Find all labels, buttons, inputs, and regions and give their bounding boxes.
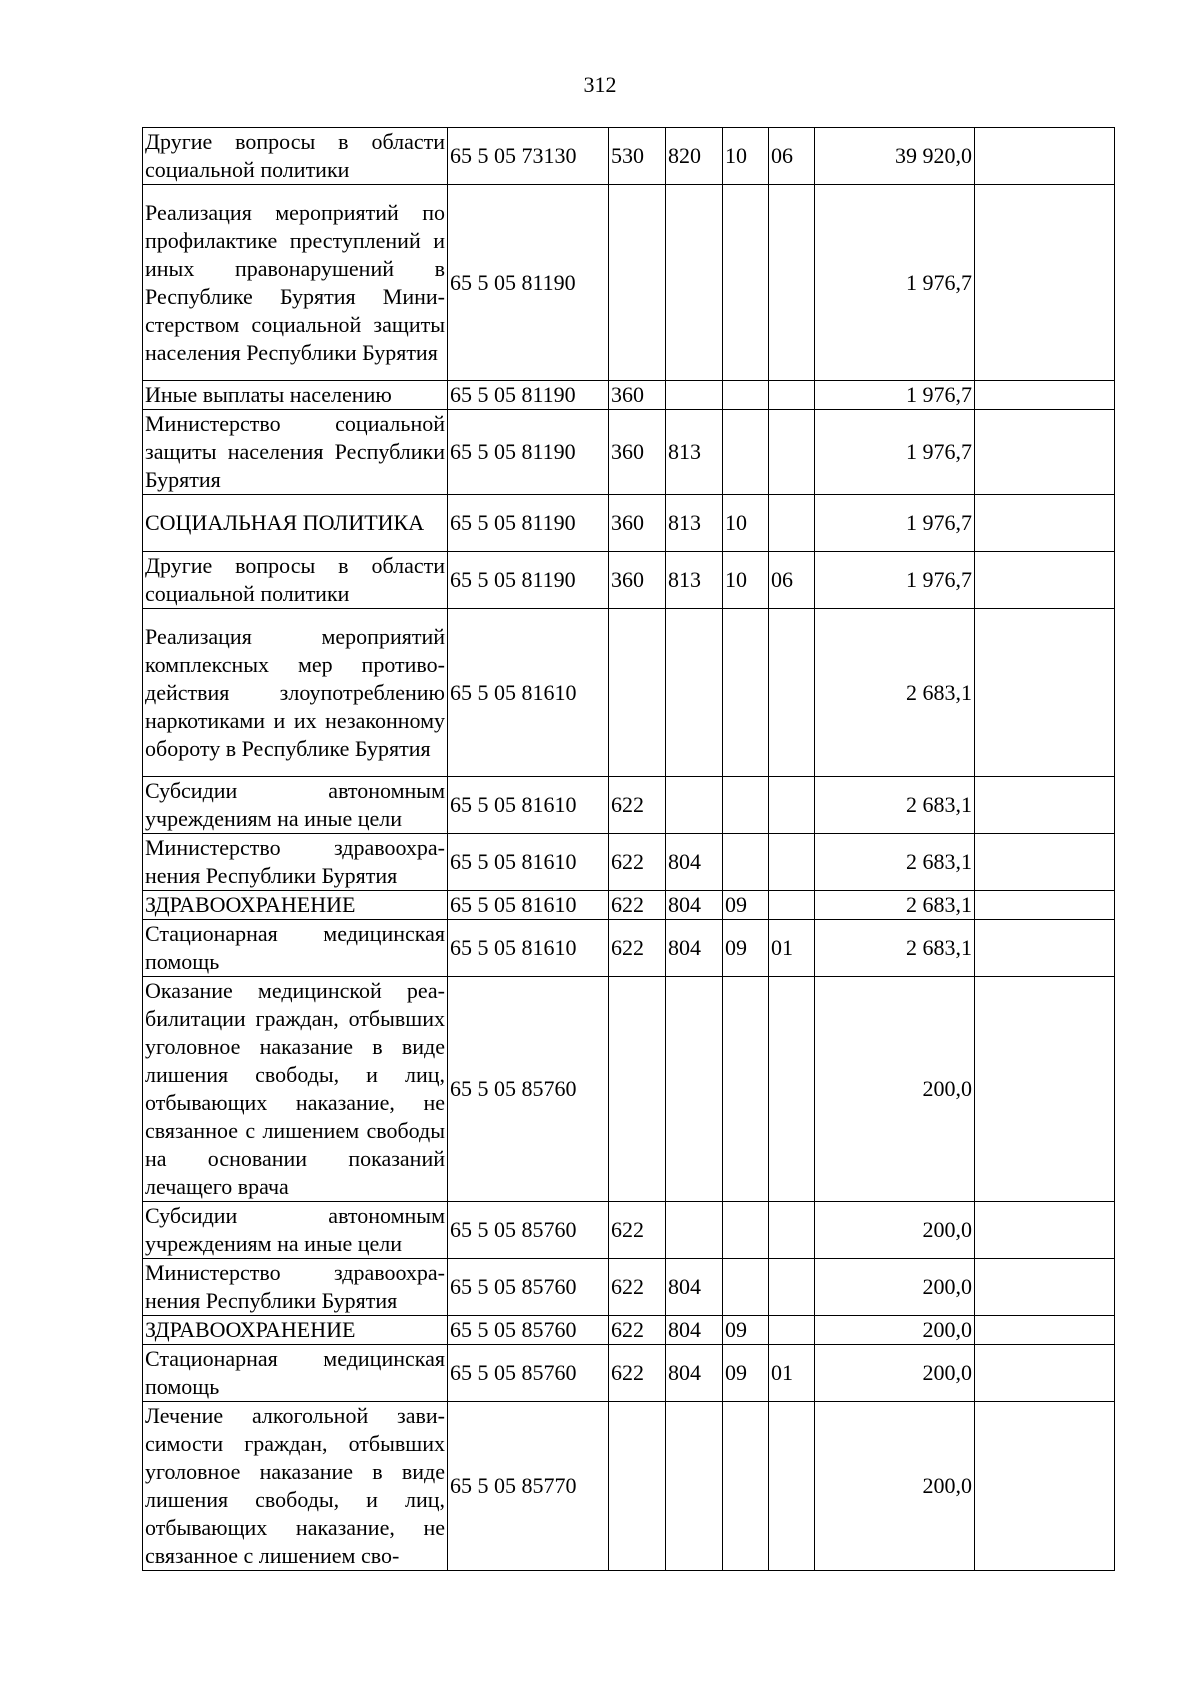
row-extra xyxy=(975,495,1115,552)
row-target-article: 65 5 05 85760 xyxy=(448,1259,609,1316)
row-section xyxy=(723,381,769,410)
row-target-article: 65 5 05 81190 xyxy=(448,495,609,552)
row-administrator: 804 xyxy=(666,1259,723,1316)
row-subsection xyxy=(769,977,815,1202)
row-section xyxy=(723,609,769,777)
row-administrator: 804 xyxy=(666,1345,723,1402)
table-row xyxy=(143,552,1115,609)
row-target-article: 65 5 05 81610 xyxy=(448,920,609,977)
row-sum: 1 976,7 xyxy=(815,410,975,495)
table-row xyxy=(143,1345,1115,1402)
row-target-article: 65 5 05 81610 xyxy=(448,609,609,777)
table-row xyxy=(143,1402,1115,1571)
row-section xyxy=(723,777,769,834)
row-sum: 200,0 xyxy=(815,1345,975,1402)
row-expense-type: 622 xyxy=(609,1202,666,1259)
row-name: Министерство здравоохранения Республики Бурятия xyxy=(143,1259,448,1316)
table-row xyxy=(143,185,1115,381)
table-row xyxy=(143,128,1115,185)
budget-table-body xyxy=(143,128,1115,1571)
page-number: 312 xyxy=(583,72,617,97)
row-name: Субсидии автономным учреждениям на иные цели xyxy=(143,1202,448,1259)
row-subsection xyxy=(769,1402,815,1571)
row-subsection xyxy=(769,381,815,410)
row-administrator xyxy=(666,777,723,834)
row-expense-type: 360 xyxy=(609,495,666,552)
row-sum: 1 976,7 xyxy=(815,185,975,381)
row-target-article: 65 5 05 81610 xyxy=(448,891,609,920)
row-expense-type xyxy=(609,1402,666,1571)
row-name: ЗДРАВООХРАНЕНИЕ xyxy=(143,1316,448,1345)
row-sum: 1 976,7 xyxy=(815,552,975,609)
row-administrator xyxy=(666,381,723,410)
row-sum: 2 683,1 xyxy=(815,891,975,920)
row-administrator: 820 xyxy=(666,128,723,185)
table-row xyxy=(143,891,1115,920)
row-extra xyxy=(975,381,1115,410)
row-name: Другие вопросы в области социальной политики xyxy=(143,128,448,185)
row-name: Другие вопросы в области социальной политики xyxy=(143,552,448,609)
row-sum: 2 683,1 xyxy=(815,834,975,891)
row-section: 09 xyxy=(723,891,769,920)
row-subsection: 01 xyxy=(769,920,815,977)
table-row xyxy=(143,495,1115,552)
row-name: Лечение алкогольной зависимости граждан, отбывших уголовное наказание в виде лишения свободы, и лиц, отбывающих наказание, не связанное с лишением сво- xyxy=(143,1402,448,1571)
row-target-article: 65 5 05 81190 xyxy=(448,410,609,495)
row-subsection: 01 xyxy=(769,1345,815,1402)
row-extra xyxy=(975,128,1115,185)
row-section xyxy=(723,410,769,495)
budget-table xyxy=(142,127,1115,1571)
row-extra xyxy=(975,1402,1115,1571)
row-name: Иные выплаты населению xyxy=(143,381,448,410)
row-expense-type: 622 xyxy=(609,1345,666,1402)
row-sum: 39 920,0 xyxy=(815,128,975,185)
row-name: СОЦИАЛЬНАЯ ПОЛИТИКА xyxy=(143,495,448,552)
row-section xyxy=(723,977,769,1202)
table-row xyxy=(143,977,1115,1202)
row-expense-type: 622 xyxy=(609,834,666,891)
row-subsection xyxy=(769,410,815,495)
row-expense-type xyxy=(609,977,666,1202)
table-row xyxy=(143,920,1115,977)
row-sum: 2 683,1 xyxy=(815,920,975,977)
row-expense-type: 360 xyxy=(609,552,666,609)
row-extra xyxy=(975,1345,1115,1402)
row-administrator xyxy=(666,185,723,381)
row-extra xyxy=(975,1259,1115,1316)
row-expense-type: 622 xyxy=(609,777,666,834)
row-section xyxy=(723,185,769,381)
row-target-article: 65 5 05 85760 xyxy=(448,1316,609,1345)
row-name: Реализация мероприятий по профилактике преступлений и иных правонарушений в Республике Бурятия Министерством социальной защиты населения Республики Бурятия xyxy=(143,185,448,381)
row-extra xyxy=(975,185,1115,381)
row-administrator: 804 xyxy=(666,920,723,977)
row-subsection xyxy=(769,609,815,777)
row-extra xyxy=(975,977,1115,1202)
row-section xyxy=(723,834,769,891)
row-administrator xyxy=(666,1402,723,1571)
row-section: 09 xyxy=(723,920,769,977)
table-row xyxy=(143,1316,1115,1345)
row-administrator: 804 xyxy=(666,834,723,891)
row-target-article: 65 5 05 81190 xyxy=(448,381,609,410)
row-subsection xyxy=(769,1316,815,1345)
row-name: Стационарная медицинская помощь xyxy=(143,920,448,977)
row-expense-type: 622 xyxy=(609,891,666,920)
row-name: Субсидии автономным учреждениям на иные цели xyxy=(143,777,448,834)
row-expense-type xyxy=(609,185,666,381)
row-name: Оказание медицинской реабилитации граждан, отбывших уголовное наказание в виде лишения свободы, и лиц, отбывающих наказание, не связанное с лишением свободы на основании показаний лечащего врача xyxy=(143,977,448,1202)
row-target-article: 65 5 05 81610 xyxy=(448,834,609,891)
row-sum: 2 683,1 xyxy=(815,609,975,777)
row-expense-type: 622 xyxy=(609,1259,666,1316)
row-extra xyxy=(975,609,1115,777)
row-expense-type: 360 xyxy=(609,381,666,410)
row-expense-type: 530 xyxy=(609,128,666,185)
row-target-article: 65 5 05 73130 xyxy=(448,128,609,185)
table-row xyxy=(143,410,1115,495)
row-sum: 1 976,7 xyxy=(815,495,975,552)
row-subsection xyxy=(769,777,815,834)
table-row xyxy=(143,381,1115,410)
row-target-article: 65 5 05 81190 xyxy=(448,552,609,609)
row-administrator: 813 xyxy=(666,495,723,552)
row-target-article: 65 5 05 85760 xyxy=(448,1345,609,1402)
row-extra xyxy=(975,891,1115,920)
row-extra xyxy=(975,1316,1115,1345)
row-expense-type: 622 xyxy=(609,920,666,977)
row-sum: 1 976,7 xyxy=(815,381,975,410)
row-name: Министерство здравоохранения Республики Бурятия xyxy=(143,834,448,891)
row-expense-type xyxy=(609,609,666,777)
row-name: Министерство социальной защиты населения Республики Бурятия xyxy=(143,410,448,495)
row-sum: 200,0 xyxy=(815,1202,975,1259)
row-subsection xyxy=(769,834,815,891)
row-section: 10 xyxy=(723,552,769,609)
row-administrator: 804 xyxy=(666,1316,723,1345)
row-sum: 2 683,1 xyxy=(815,777,975,834)
row-section xyxy=(723,1402,769,1571)
row-extra xyxy=(975,410,1115,495)
row-expense-type: 622 xyxy=(609,1316,666,1345)
row-section: 10 xyxy=(723,495,769,552)
row-section xyxy=(723,1202,769,1259)
row-extra xyxy=(975,777,1115,834)
row-sum: 200,0 xyxy=(815,977,975,1202)
row-name: ЗДРАВООХРАНЕНИЕ xyxy=(143,891,448,920)
table-row xyxy=(143,834,1115,891)
table-row xyxy=(143,1202,1115,1259)
row-subsection xyxy=(769,185,815,381)
table-row xyxy=(143,777,1115,834)
row-name: Стационарная медицинская помощь xyxy=(143,1345,448,1402)
row-extra xyxy=(975,920,1115,977)
row-section: 09 xyxy=(723,1345,769,1402)
row-administrator: 813 xyxy=(666,552,723,609)
row-target-article: 65 5 05 85760 xyxy=(448,977,609,1202)
row-extra xyxy=(975,1202,1115,1259)
row-section xyxy=(723,1259,769,1316)
row-subsection xyxy=(769,1202,815,1259)
row-section: 10 xyxy=(723,128,769,185)
row-target-article: 65 5 05 85770 xyxy=(448,1402,609,1571)
row-administrator: 804 xyxy=(666,891,723,920)
row-name: Реализация мероприятий комплексных мер противодействия злоупотреблению наркотиками и их незаконному обороту в Республике Бурятия xyxy=(143,609,448,777)
row-subsection: 06 xyxy=(769,552,815,609)
row-target-article: 65 5 05 81610 xyxy=(448,777,609,834)
row-administrator xyxy=(666,609,723,777)
row-subsection xyxy=(769,495,815,552)
row-target-article: 65 5 05 81190 xyxy=(448,185,609,381)
table-row xyxy=(143,1259,1115,1316)
row-section: 09 xyxy=(723,1316,769,1345)
row-administrator: 813 xyxy=(666,410,723,495)
row-target-article: 65 5 05 85760 xyxy=(448,1202,609,1259)
row-extra xyxy=(975,834,1115,891)
row-sum: 200,0 xyxy=(815,1402,975,1571)
row-administrator xyxy=(666,1202,723,1259)
row-extra xyxy=(975,552,1115,609)
row-subsection xyxy=(769,1259,815,1316)
row-sum: 200,0 xyxy=(815,1259,975,1316)
row-subsection: 06 xyxy=(769,128,815,185)
table-row xyxy=(143,609,1115,777)
row-expense-type: 360 xyxy=(609,410,666,495)
row-administrator xyxy=(666,977,723,1202)
row-subsection xyxy=(769,891,815,920)
row-sum: 200,0 xyxy=(815,1316,975,1345)
